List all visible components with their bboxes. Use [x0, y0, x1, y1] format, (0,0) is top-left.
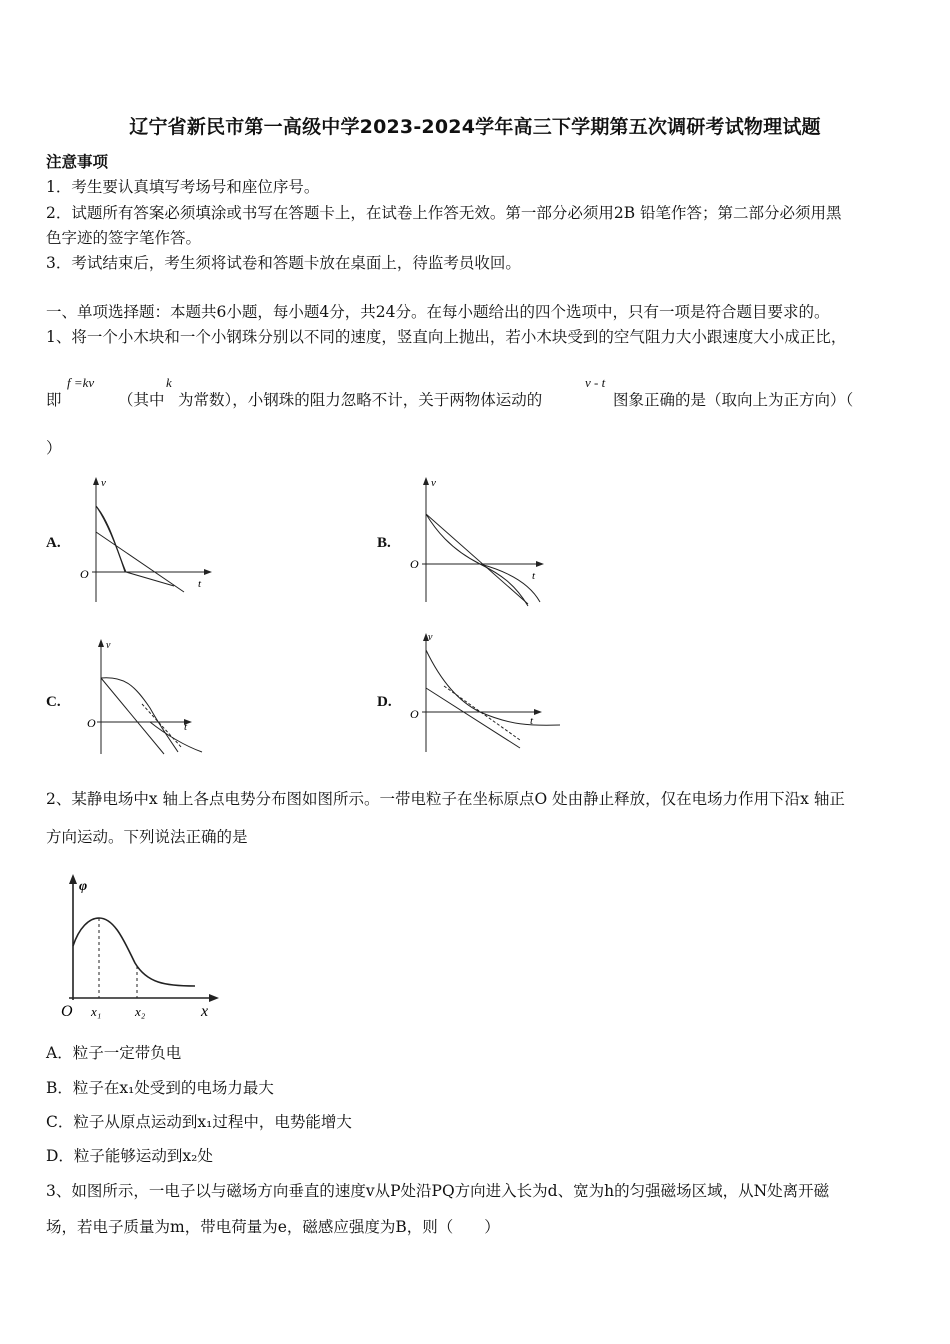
- potential-curve: [73, 918, 195, 986]
- v-axis-arrow: [93, 477, 99, 485]
- v-label: v: [101, 477, 106, 489]
- q2-option-d: D．粒子能够运动到x₂处: [46, 1147, 213, 1165]
- t-axis-arrow: [204, 569, 212, 575]
- x1-label: x₁: [91, 1004, 102, 1019]
- line-steel: [96, 532, 184, 592]
- phi-label: φ: [79, 879, 88, 894]
- notice-item: 色字迹的签字笔作答。: [46, 229, 202, 247]
- page-title: 辽宁省新民市第一高级中学2023-2024学年高三下学期第五次调研考试物理试题: [129, 116, 821, 138]
- q1-formula: f =kv: [67, 375, 95, 390]
- origin-label: O: [80, 567, 89, 581]
- q2-option-c: C．粒子从原点运动到x₁过程中，电势能增大: [46, 1113, 352, 1131]
- t-label: t: [198, 578, 202, 590]
- section-heading: 一、单项选择题：本题共6小题，每小题4分，共24分。在每小题给出的四个选项中，只有一项是符合题目要求的。: [46, 303, 830, 321]
- option-a-label: A.: [46, 535, 61, 551]
- notice-item: 2．试题所有答案必须填涂或书写在答题卡上，在试卷上作答无效。第一部分必须用2B 铅笔作答；第二部分必须用黑: [46, 204, 842, 222]
- tangent-dashed: [142, 704, 182, 748]
- curve-wood-tail: [150, 722, 202, 752]
- x-axis-arrow: [209, 994, 219, 1002]
- t-label: t: [184, 721, 188, 733]
- phi-axis-arrow: [69, 874, 77, 884]
- notice-item: 3．考试结束后，考生须将试卷和答题卡放在桌面上，待监考员收回。: [46, 254, 521, 272]
- option-b-graph: [400, 474, 560, 609]
- x2-label: x₂: [135, 1004, 146, 1019]
- origin-label: O: [61, 1003, 73, 1020]
- q3-stem-line2: 场，若电子质量为m，带电荷量为e，磁感应强度为B，则（ ）: [46, 1218, 500, 1236]
- q1-close-paren: ）: [46, 439, 62, 457]
- q2-stem-line1: 2、某静电场中x 轴上各点电势分布图如图所示。一带电粒子在坐标原点O 处由静止释放，仅在电场力作用下沿x 轴正: [46, 790, 845, 808]
- v-label: v: [431, 477, 436, 489]
- v-axis-arrow: [98, 639, 104, 647]
- line-steel: [426, 514, 528, 604]
- x-label: x: [201, 1003, 209, 1020]
- q1-text-a: （其中: [118, 391, 165, 409]
- option-d-label: D.: [377, 694, 392, 710]
- origin-label: O: [410, 707, 419, 721]
- notice-heading: 注意事项: [46, 152, 109, 171]
- t-axis-arrow: [534, 709, 542, 715]
- q2-potential-graph: [55, 868, 230, 1028]
- q1-stem-line1: 1、将一个小木块和一个小钢珠分别以不同的速度，竖直向上抛出，若小木块受到的空气阻力大小跟速度大小成正比，: [46, 328, 847, 346]
- q2-option-b: B．粒子在x₁处受到的电场力最大: [46, 1079, 274, 1097]
- notice-item: 1．考生要认真填写考场号和座位序号。: [46, 178, 320, 196]
- curve-wood: [101, 678, 178, 752]
- v-label: v: [428, 632, 433, 643]
- q3-stem-line1: 3、如图所示，一电子以与磁场方向垂直的速度v从P处沿PQ方向进入长为d、宽为h的匀强磁场区域，从N处离开磁: [46, 1182, 830, 1200]
- option-a-graph: [70, 474, 220, 609]
- q2-stem-line2: 方向运动。下列说法正确的是: [46, 828, 248, 846]
- curve-wood-tail: [126, 572, 174, 586]
- line-steel: [426, 688, 520, 748]
- origin-label: O: [87, 716, 96, 730]
- q1-k: k: [166, 375, 172, 390]
- q1-text-b: 为常数），小钢珠的阻力忽略不计，关于两物体运动的: [178, 391, 543, 409]
- origin-label: O: [410, 557, 419, 571]
- t-label: t: [532, 570, 536, 582]
- q1-prefix: 即: [46, 391, 62, 409]
- option-c-label: C.: [46, 694, 61, 710]
- v-label: v: [106, 640, 111, 651]
- curve-wood: [96, 506, 190, 572]
- t-axis-arrow: [536, 561, 544, 567]
- option-d-graph: [400, 630, 570, 760]
- t-label: t: [530, 715, 534, 727]
- q1-vt: v - t: [585, 375, 606, 390]
- q1-text-c: 图象正确的是（取向上为正方向）（: [613, 391, 854, 409]
- v-axis-arrow: [423, 477, 429, 485]
- option-c-graph: [70, 636, 220, 761]
- q2-option-a: A．粒子一定带负电: [46, 1044, 182, 1062]
- option-b-label: B.: [377, 535, 391, 551]
